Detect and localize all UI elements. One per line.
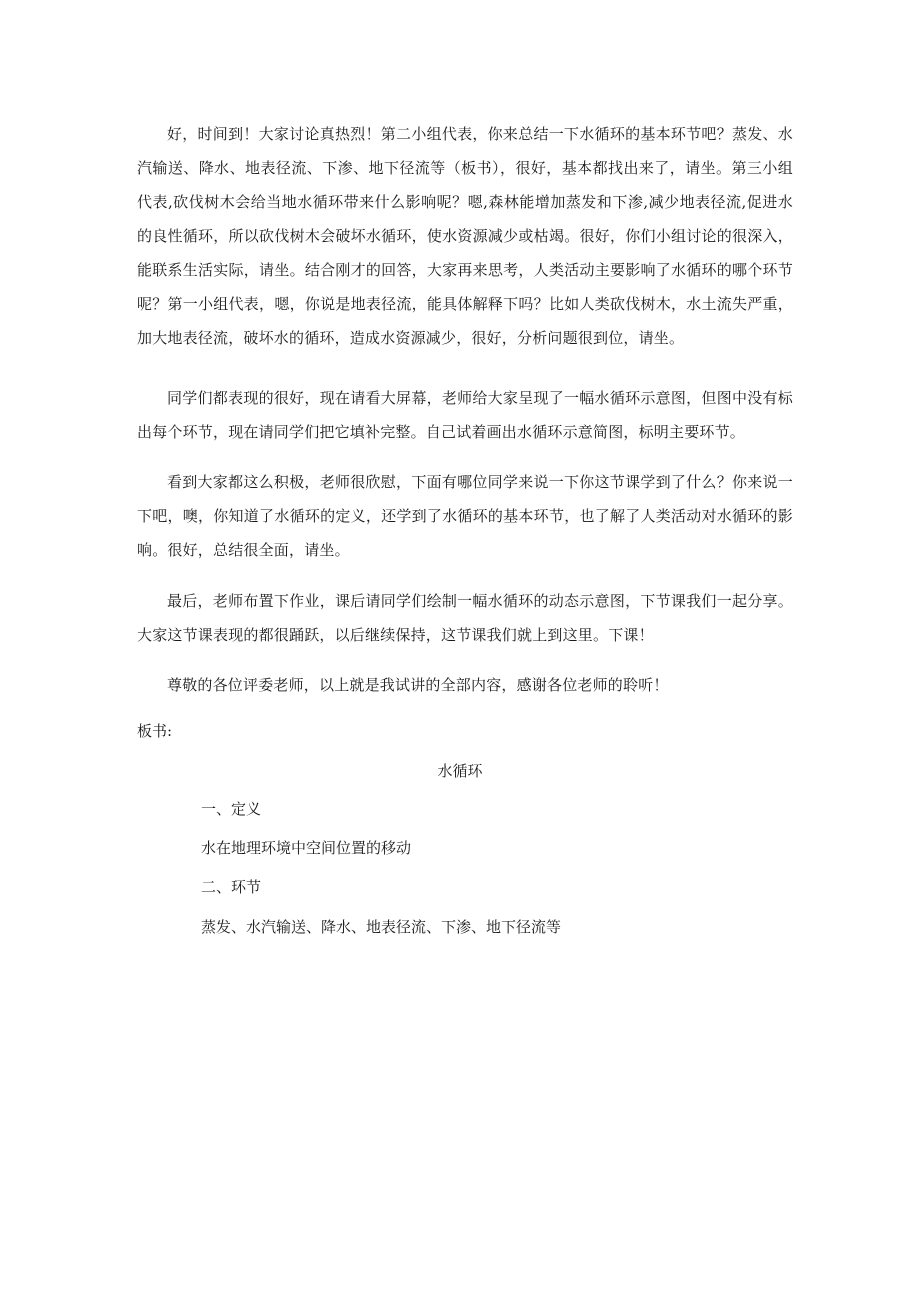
paragraph-homework: 最后，老师布置下作业，课后请同学们绘制一幅水循环的动态示意图，下节课我们一起分享。大家这节课表现的都很踊跃，以后继续保持，这节课我们就上到这里。下课！ bbox=[137, 592, 793, 644]
paragraph-class-review: 看到大家都这么积极，老师很欣慰，下面有哪位同学来说一下你这节课学到了什么？你来说一下吧，噢，你知道了水循环的定义，还学到了水循环的基本环节，也了解了人类活动对水循环的影响。很好，总结很全面，请坐。 bbox=[137, 473, 793, 559]
board-title: 水循环 bbox=[437, 762, 483, 780]
paragraph-closing: 尊敬的各位评委老师，以上就是我试讲的全部内容，感谢各位老师的聆听！ bbox=[167, 676, 669, 694]
board-heading-definition: 一、定义 bbox=[201, 800, 262, 818]
board-stages-text: 蒸发、水汽输送、降水、地表径流、下渗、地下径流等 bbox=[201, 918, 562, 936]
board-definition-text: 水在地理环境中空间位置的移动 bbox=[201, 839, 412, 857]
board-label: 板书: bbox=[137, 722, 173, 740]
board-heading-stages: 二、环节 bbox=[201, 878, 262, 896]
paragraph-discussion-summary: 好，时间到！大家讨论真热烈！第二小组代表，你来总结一下水循环的基本环节吧？蒸发、水汽输送、降水、地表径流、下渗、地下径流等（板书），很好，基本都找出来了，请坐。第三小组代表,砍伐树木会给当地水循环带来什么影响呢？嗯,森林能增加蒸发和下渗,减少地表径流,促进水的良性循环，所以砍伐树木会破坏水循环，使水资源减少或枯竭。很好，你们小组讨论的很深入，能联系生活实际，请坐。结合刚才的回答，大家再来思考，人类活动主要影响了水循环的哪个环节呢？第一小组代表，嗯，你说是地表径流，能具体解释下吗？比如人类砍伐树木，水土流失严重，加大地表径流，破坏水的循环，造成水资源减少，很好，分析问题很到位，请坐。 bbox=[137, 125, 793, 347]
paragraph-diagram-exercise: 同学们都表现的很好，现在请看大屏幕，老师给大家呈现了一幅水循环示意图，但图中没有标出每个环节，现在请同学们把它填补完整。自己试着画出水循环示意简图，标明主要环节。 bbox=[137, 389, 793, 441]
